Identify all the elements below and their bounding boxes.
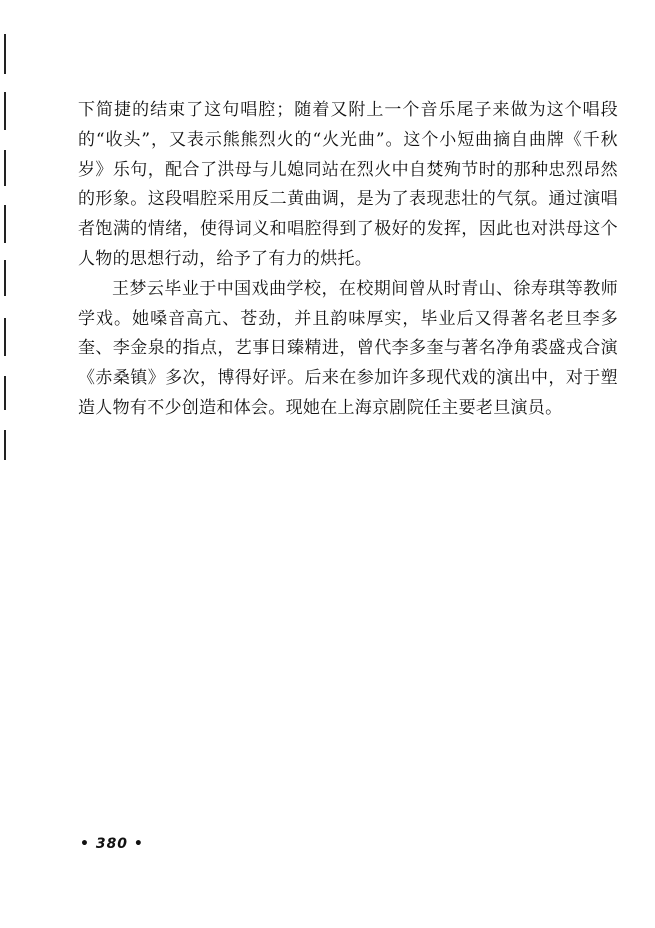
paragraph-continued: 下简捷的结束了这句唱腔；随着又附上一个音乐尾子来做为这个唱段的“收头”，又表示熊熊烈火的“火光曲”。这个小短曲摘自曲牌《千秋岁》乐句，配合了洪母与儿媳同站在烈火中自焚殉节时的那种忠烈昂然的形象。这段唱腔采用反二黄曲调，是为了表现悲壮的气氛。通过演唱者饱满的情绪，使得词义和唱腔得到了极好的发挥，因此也对洪母这个人物的思想行动，给予了有力的烘托。 [78,100,618,269]
scan-edge-mark [4,376,6,410]
scan-edge-mark [4,150,6,186]
scan-edge-mark [4,430,6,460]
scan-edge-mark [4,205,6,243]
page-number: • 380 • [80,836,144,852]
page-body [78,96,618,424]
scan-edge-mark [4,318,6,356]
scan-edge-mark [4,92,6,130]
scan-edge-mark [4,260,6,296]
scan-edge-mark [4,34,6,74]
paragraph-biography: 王梦云毕业于中国戏曲学校，在校期间曾从时青山、徐寿琪等教师学戏。她嗓音高亢、苍劲，并且韵味厚实，毕业后又得著名老旦李多奎、李金泉的指点，艺事日臻精进，曾代李多奎与著名净角裘盛戎合演《赤桑镇》多次，博得好评。后来在参加许多现代戏的演出中，对于塑造人物有不少创造和体会。现她在上海京剧院任主要老旦演员。 [78,278,618,418]
